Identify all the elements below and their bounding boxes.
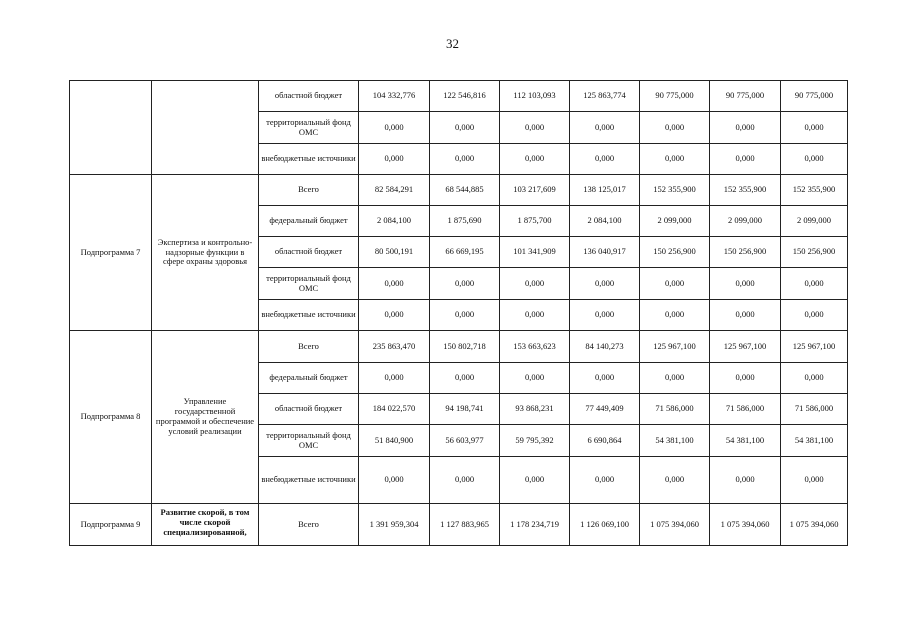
value-cell: 125 967,100 — [710, 331, 781, 363]
value-cell: 0,000 — [359, 457, 430, 504]
value-cell: 2 099,000 — [710, 206, 781, 237]
value-cell: 0,000 — [781, 300, 848, 331]
funding-source-cell: Всего — [259, 175, 359, 206]
value-cell: 0,000 — [640, 457, 710, 504]
value-cell: 0,000 — [430, 457, 500, 504]
table-row — [70, 81, 848, 112]
value-cell: 51 840,900 — [359, 425, 430, 457]
value-cell: 0,000 — [359, 363, 430, 394]
value-cell: 122 546,816 — [430, 81, 500, 112]
value-cell: 0,000 — [710, 300, 781, 331]
funding-source-cell: территориальный фонд ОМС — [259, 112, 359, 144]
value-cell: 0,000 — [430, 144, 500, 175]
value-cell: 153 663,623 — [500, 331, 570, 363]
value-cell: 1 127 883,965 — [430, 504, 500, 546]
value-cell: 1 126 069,100 — [570, 504, 640, 546]
value-cell: 0,000 — [710, 144, 781, 175]
table-row — [70, 331, 848, 363]
budget-table — [69, 80, 848, 546]
funding-source-cell: областной бюджет — [259, 394, 359, 425]
value-cell: 80 500,191 — [359, 237, 430, 268]
funding-source-cell: внебюджетные источники — [259, 300, 359, 331]
value-cell: 59 795,392 — [500, 425, 570, 457]
value-cell: 90 775,000 — [710, 81, 781, 112]
funding-source-cell: федеральный бюджет — [259, 363, 359, 394]
value-cell: 138 125,017 — [570, 175, 640, 206]
value-cell: 90 775,000 — [781, 81, 848, 112]
value-cell: 56 603,977 — [430, 425, 500, 457]
value-cell: 0,000 — [500, 457, 570, 504]
value-cell: 2 084,100 — [359, 206, 430, 237]
value-cell: 0,000 — [781, 112, 848, 144]
value-cell: 0,000 — [781, 363, 848, 394]
funding-source-cell: областной бюджет — [259, 237, 359, 268]
value-cell: 152 355,900 — [640, 175, 710, 206]
value-cell: 152 355,900 — [781, 175, 848, 206]
value-cell: 0,000 — [781, 144, 848, 175]
value-cell: 90 775,000 — [640, 81, 710, 112]
value-cell: 66 669,195 — [430, 237, 500, 268]
value-cell: 0,000 — [781, 457, 848, 504]
value-cell: 1 875,700 — [500, 206, 570, 237]
value-cell: 0,000 — [570, 457, 640, 504]
table-row — [70, 175, 848, 206]
value-cell: 0,000 — [710, 112, 781, 144]
value-cell: 0,000 — [710, 457, 781, 504]
value-cell: 150 256,900 — [781, 237, 848, 268]
value-cell: 2 099,000 — [781, 206, 848, 237]
program-cell — [70, 81, 152, 175]
program-cell: Подпрограмма 8 — [70, 331, 152, 504]
program-cell: Подпрограмма 9 — [70, 504, 152, 546]
value-cell: 0,000 — [570, 363, 640, 394]
value-cell: 150 256,900 — [710, 237, 781, 268]
value-cell: 71 586,000 — [710, 394, 781, 425]
value-cell: 68 544,885 — [430, 175, 500, 206]
value-cell: 125 967,100 — [781, 331, 848, 363]
value-cell: 0,000 — [781, 268, 848, 300]
value-cell: 0,000 — [640, 363, 710, 394]
value-cell: 0,000 — [570, 144, 640, 175]
funding-source-cell: Всего — [259, 331, 359, 363]
program-description-cell — [152, 81, 259, 175]
value-cell: 94 198,741 — [430, 394, 500, 425]
funding-source-cell: внебюджетные источники — [259, 457, 359, 504]
value-cell: 71 586,000 — [781, 394, 848, 425]
value-cell: 104 332,776 — [359, 81, 430, 112]
value-cell: 101 341,909 — [500, 237, 570, 268]
funding-source-cell: внебюджетные источники — [259, 144, 359, 175]
funding-source-cell: областной бюджет — [259, 81, 359, 112]
value-cell: 0,000 — [500, 112, 570, 144]
value-cell: 112 103,093 — [500, 81, 570, 112]
value-cell: 0,000 — [359, 144, 430, 175]
value-cell: 71 586,000 — [640, 394, 710, 425]
value-cell: 103 217,609 — [500, 175, 570, 206]
value-cell: 77 449,409 — [570, 394, 640, 425]
value-cell: 0,000 — [500, 363, 570, 394]
value-cell: 0,000 — [500, 268, 570, 300]
value-cell: 0,000 — [710, 268, 781, 300]
funding-source-cell: федеральный бюджет — [259, 206, 359, 237]
value-cell: 0,000 — [640, 144, 710, 175]
value-cell: 1 875,690 — [430, 206, 500, 237]
value-cell: 54 381,100 — [781, 425, 848, 457]
value-cell: 150 802,718 — [430, 331, 500, 363]
value-cell: 84 140,273 — [570, 331, 640, 363]
table-row — [70, 504, 848, 546]
value-cell: 152 355,900 — [710, 175, 781, 206]
value-cell: 125 863,774 — [570, 81, 640, 112]
value-cell: 184 022,570 — [359, 394, 430, 425]
value-cell: 0,000 — [430, 300, 500, 331]
value-cell: 0,000 — [640, 268, 710, 300]
value-cell: 0,000 — [500, 144, 570, 175]
value-cell: 1 075 394,060 — [640, 504, 710, 546]
value-cell: 54 381,100 — [710, 425, 781, 457]
funding-source-cell: Всего — [259, 504, 359, 546]
value-cell: 0,000 — [570, 300, 640, 331]
value-cell: 235 863,470 — [359, 331, 430, 363]
program-cell: Подпрограмма 7 — [70, 175, 152, 331]
funding-source-cell: территориальный фонд ОМС — [259, 425, 359, 457]
value-cell: 0,000 — [430, 363, 500, 394]
value-cell: 0,000 — [500, 300, 570, 331]
value-cell: 2 084,100 — [570, 206, 640, 237]
value-cell: 0,000 — [359, 300, 430, 331]
value-cell: 1 075 394,060 — [781, 504, 848, 546]
value-cell: 0,000 — [430, 268, 500, 300]
value-cell: 136 040,917 — [570, 237, 640, 268]
value-cell: 125 967,100 — [640, 331, 710, 363]
value-cell: 6 690,864 — [570, 425, 640, 457]
program-description-cell: Экспертиза и контрольно-надзорные функции в сфере охраны здоровья — [152, 175, 259, 331]
value-cell: 150 256,900 — [640, 237, 710, 268]
page-number: 32 — [446, 36, 459, 51]
value-cell: 1 075 394,060 — [710, 504, 781, 546]
value-cell: 0,000 — [359, 268, 430, 300]
value-cell: 0,000 — [640, 112, 710, 144]
value-cell: 82 584,291 — [359, 175, 430, 206]
program-description-cell: Развитие скорой, в том числе скорой специализированной, — [152, 504, 259, 546]
value-cell: 0,000 — [359, 112, 430, 144]
value-cell: 2 099,000 — [640, 206, 710, 237]
value-cell: 93 868,231 — [500, 394, 570, 425]
funding-source-cell: территориальный фонд ОМС — [259, 268, 359, 300]
program-description-cell: Управление государственной программой и обеспечение условий реализации — [152, 331, 259, 504]
value-cell: 0,000 — [570, 112, 640, 144]
value-cell: 1 178 234,719 — [500, 504, 570, 546]
value-cell: 0,000 — [430, 112, 500, 144]
value-cell: 0,000 — [640, 300, 710, 331]
value-cell: 0,000 — [570, 268, 640, 300]
value-cell: 1 391 959,304 — [359, 504, 430, 546]
value-cell: 54 381,100 — [640, 425, 710, 457]
value-cell: 0,000 — [710, 363, 781, 394]
